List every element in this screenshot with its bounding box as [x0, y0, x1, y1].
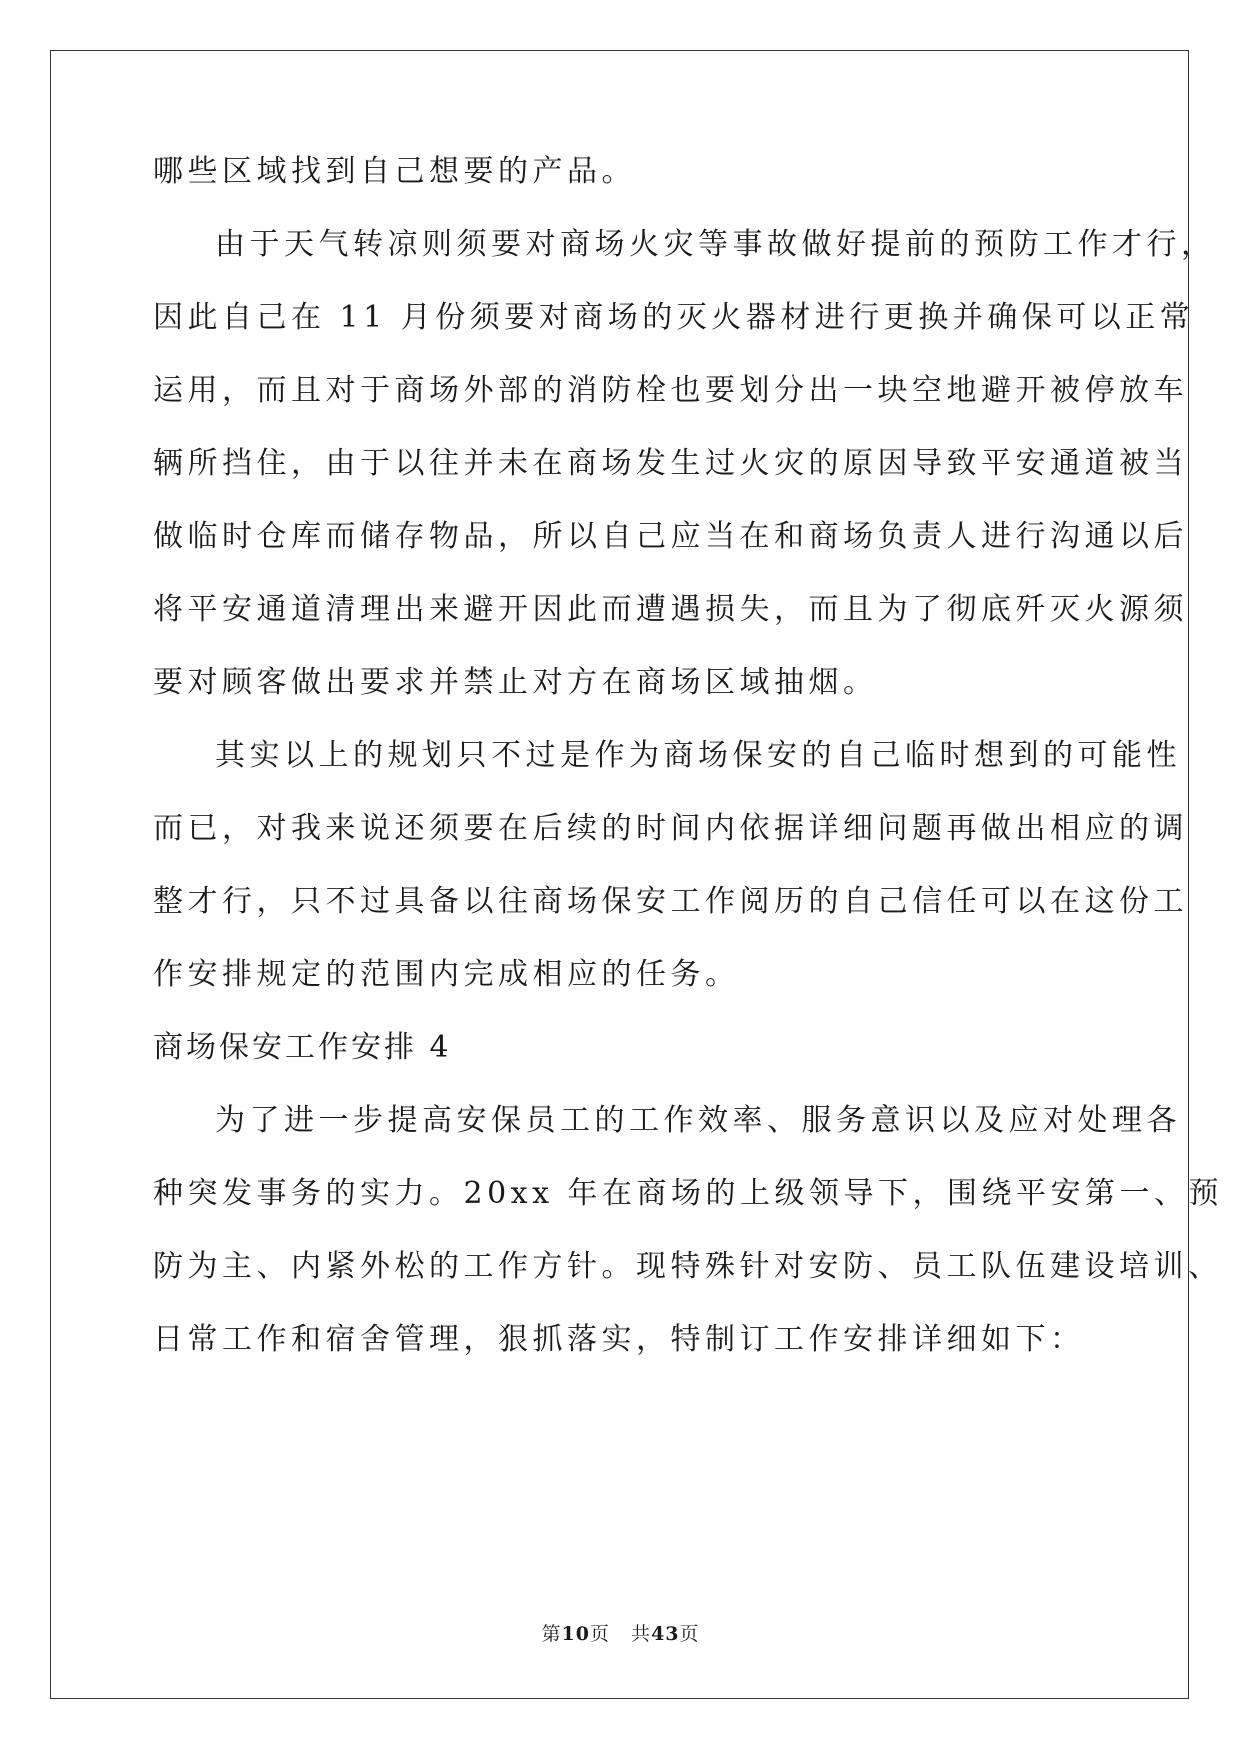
text-line: 要对顾客做出要求并禁止对方在商场区域抽烟。 [153, 665, 878, 700]
total-page-count: 43 [651, 1623, 680, 1645]
current-page-number: 10 [561, 1623, 590, 1645]
text-line: 防为主、内紧外松的工作方针。现特殊针对安防、员工队伍建设培训、 [153, 1249, 1223, 1284]
text-line: 种突发事务的实力。20xx 年在商场的上级领导下，围绕平安第一、预 [153, 1176, 1224, 1211]
text-line: 因此自己在 11 月份须要对商场的灭火器材进行更换并确保可以正常 [153, 300, 1195, 335]
text-line: 由于天气转凉则须要对商场火灾等事故做好提前的预防工作才行， [215, 227, 1216, 262]
text-line: 整才行，只不过具备以往商场保安工作阅历的自己信任可以在这份工 [153, 884, 1188, 919]
text-line: 作安排规定的范围内完成相应的任务。 [153, 957, 740, 992]
footer-prefix: 第 [541, 1623, 562, 1645]
text-line: 做临时仓库而储存物品，所以自己应当在和商场负责人进行沟通以后 [153, 519, 1188, 554]
footer-suffix: 页 [679, 1623, 700, 1645]
text-line: 日常工作和宿舍管理，狠抓落实，特制订工作安排详细如下： [153, 1322, 1085, 1357]
footer-middle: 页 共 [589, 1623, 652, 1645]
page-footer [0, 1622, 1241, 1646]
text-line: 辆所挡住，由于以往并未在商场发生过火灾的原因导致平安通道被当 [153, 446, 1188, 481]
text-line: 将平安通道清理出来避开因此而遭遇损失，而且为了彻底歼灭火源须 [153, 592, 1188, 627]
text-line: 哪些区域找到自己想要的产品。 [153, 154, 636, 189]
text-line: 而已，对我来说还须要在后续的时间内依据详细问题再做出相应的调 [153, 811, 1188, 846]
text-line: 其实以上的规划只不过是作为商场保安的自己临时想到的可能性 [215, 738, 1181, 773]
text-line: 为了进一步提高安保员工的工作效率、服务意识以及应对处理各 [215, 1103, 1181, 1138]
section-heading: 商场保安工作安排 4 [153, 1030, 452, 1065]
text-line: 运用，而且对于商场外部的消防栓也要划分出一块空地避开被停放车 [153, 373, 1188, 408]
